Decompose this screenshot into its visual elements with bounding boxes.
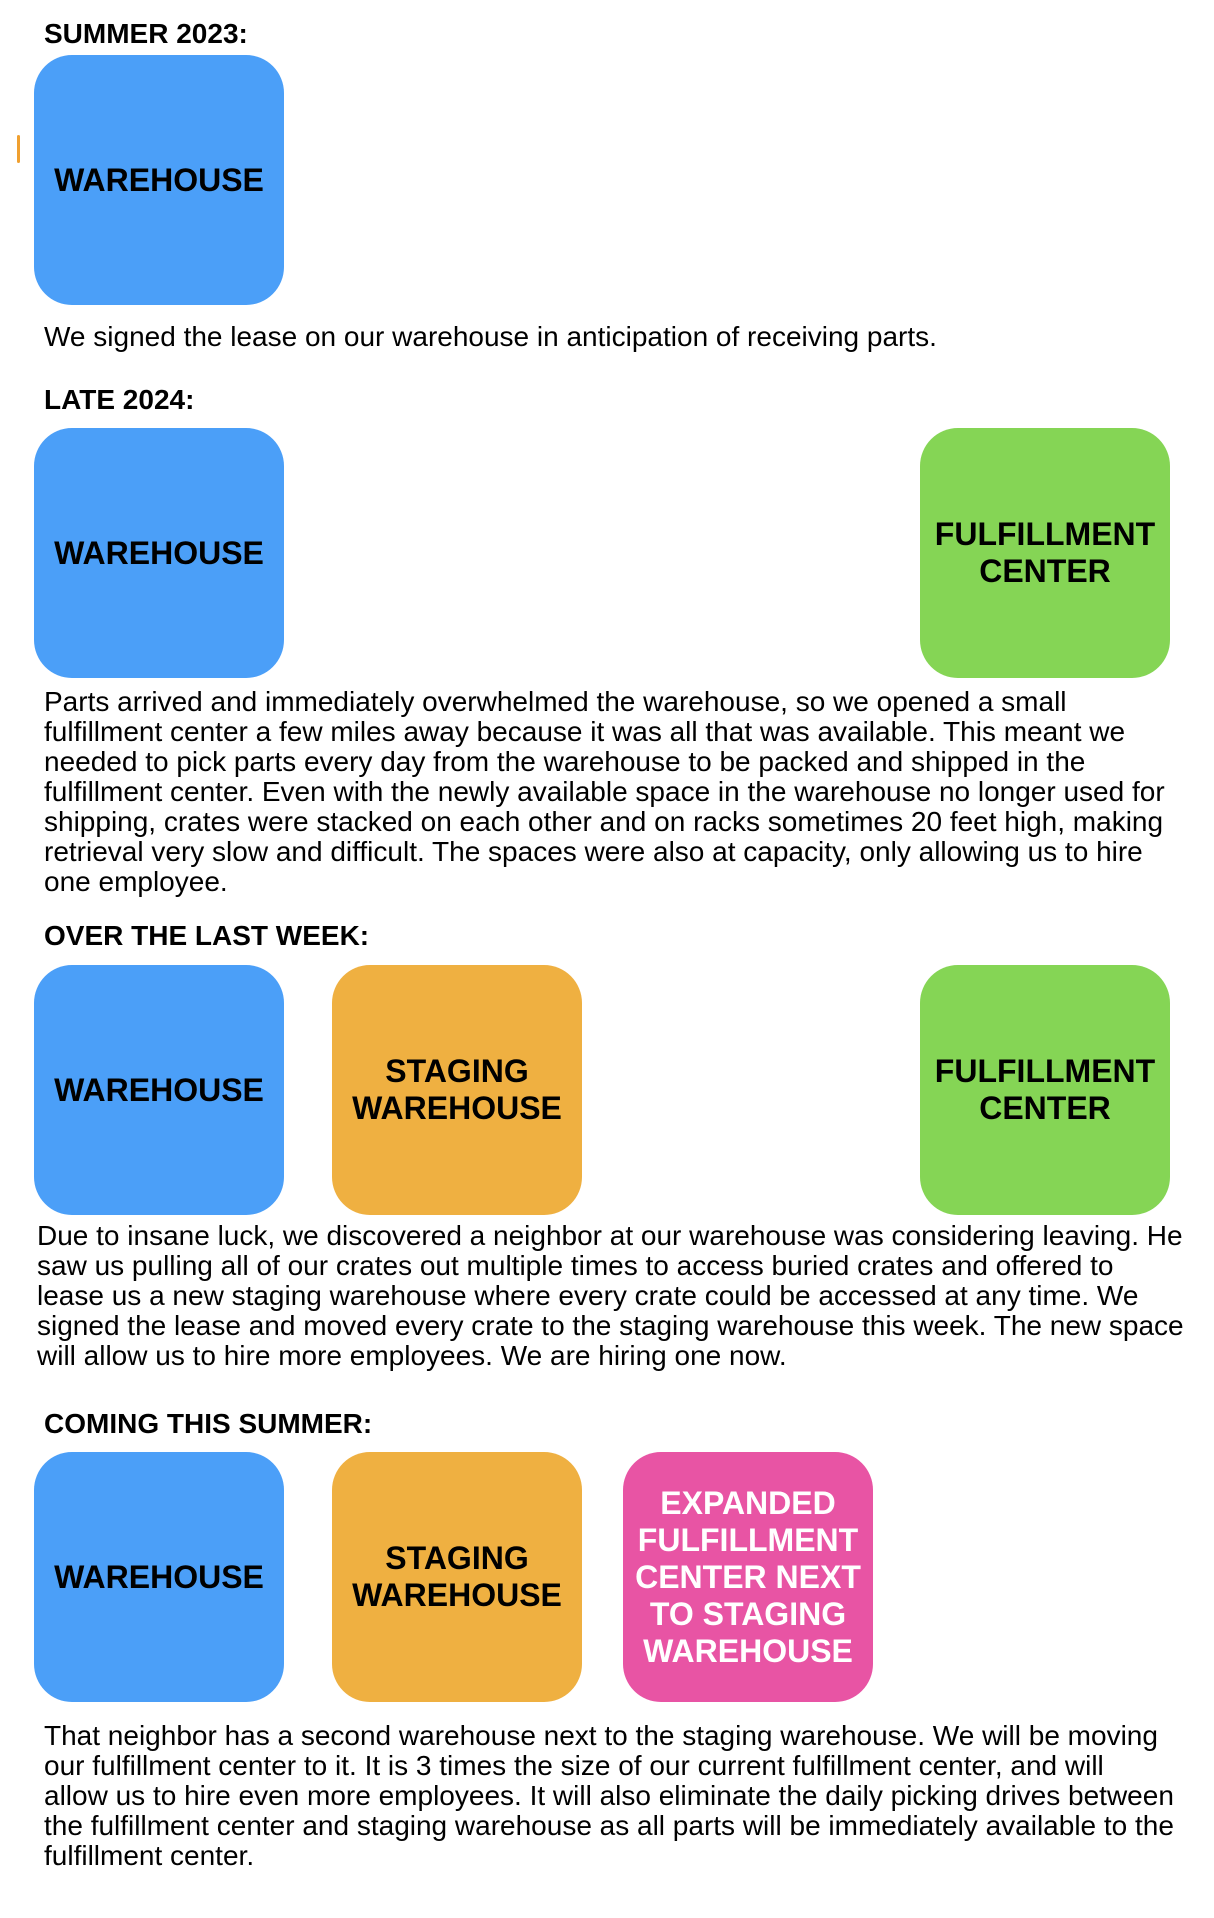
fulfillment-center-box <box>920 428 1170 678</box>
fulfillment-center-box-label: FULFILLMENT CENTER <box>934 1053 1156 1126</box>
warehouse-box-label: WAREHOUSE <box>54 161 264 198</box>
warehouse-box <box>34 428 284 678</box>
section-description: That neighbor has a second warehouse next to the staging warehouse. We will be moving our fulfillment center to it. It is 3 times the size of our current fulfillment center, and will allow us to hire even more employees. It will also eliminate the daily picking drives between the fulfillment center and staging warehouse as all parts will be immediately available to the fulfillment center. <box>44 1720 1174 1871</box>
warehouse-box-label: WAREHOUSE <box>54 1558 264 1595</box>
fulfillment-center-box-label: FULFILLMENT CENTER <box>934 516 1156 589</box>
section-description: We signed the lease on our warehouse in anticipation of receiving parts. <box>44 321 937 352</box>
section-heading-summer-2023: SUMMER 2023: <box>44 18 248 49</box>
staging-warehouse-box <box>332 1452 582 1702</box>
warehouse-box <box>34 55 284 305</box>
text-cursor-marker <box>17 135 20 163</box>
warehouse-box-label: WAREHOUSE <box>54 534 264 571</box>
section-heading-over-the-last-week: OVER THE LAST WEEK: <box>44 920 370 951</box>
staging-warehouse-box-label: STAGING WAREHOUSE <box>352 1540 562 1613</box>
section-heading-late-2024: LATE 2024: <box>44 384 195 415</box>
warehouse-box-label: WAREHOUSE <box>54 1071 264 1108</box>
warehouse-box <box>34 1452 284 1702</box>
expanded-fulfillment-center-box <box>623 1452 873 1702</box>
expanded-fulfillment-center-box-label: EXPANDED FULFILLMENT CENTER NEXT TO STAGING WAREHOUSE <box>635 1484 861 1669</box>
staging-warehouse-box-label: STAGING WAREHOUSE <box>352 1053 562 1126</box>
warehouse-box <box>34 965 284 1215</box>
section-heading-coming-this-summer: COMING THIS SUMMER: <box>44 1408 373 1439</box>
fulfillment-center-box <box>920 965 1170 1215</box>
section-description: Parts arrived and immediately overwhelmed the warehouse, so we opened a small fulfillment center a few miles away because it was all that was available. This meant we needed to pick parts every day from the warehouse to be packed and shipped in the fulfillment center. Even with the newly available space in the warehouse no longer used for shipping, crates were stacked on each other and on racks sometimes 20 feet high, making retrieval very slow and difficult. The spaces were also at capacity, only allowing us to hire one employee. <box>44 686 1165 897</box>
staging-warehouse-box <box>332 965 582 1215</box>
section-description: Due to insane luck, we discovered a neighbor at our warehouse was considering leaving. He saw us pulling all of our crates out multiple times to access buried crates and offered to lease us a new staging warehouse where every crate could be accessed at any time. We signed the lease and moved every crate to the staging warehouse this week. The new space will allow us to hire more employees. We are hiring one now. <box>37 1220 1184 1371</box>
